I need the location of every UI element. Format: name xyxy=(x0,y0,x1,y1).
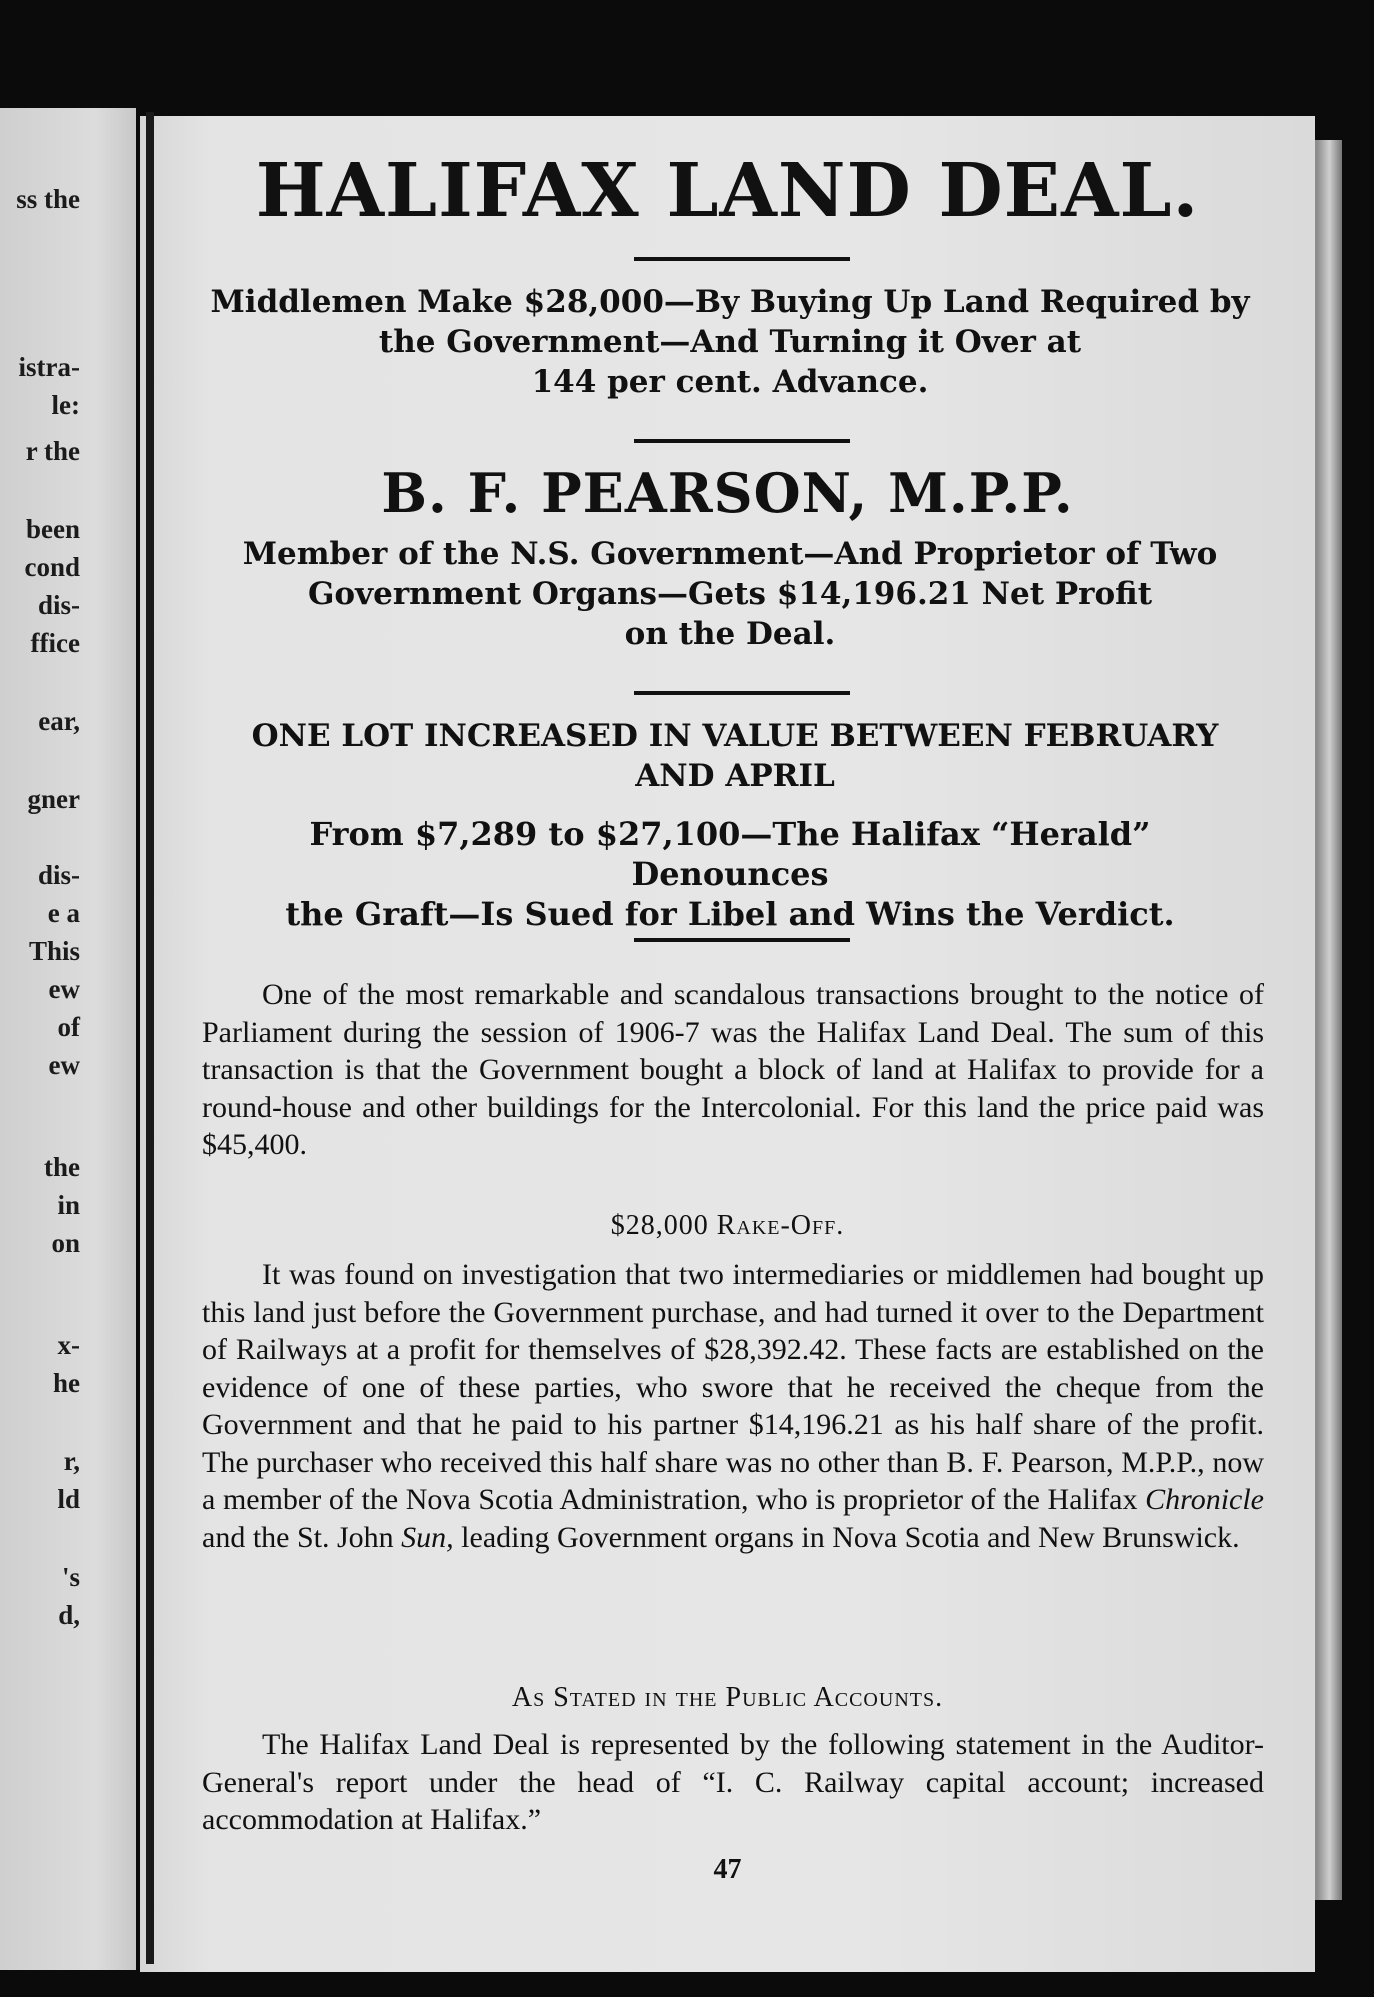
heading-line: ONE LOT INCREASED IN VALUE BETWEEN FEBRUARY xyxy=(251,718,1219,754)
left-fragment: on xyxy=(51,1228,80,1258)
left-fragment: le: xyxy=(51,390,80,420)
subheadline-line: Middlemen Make $28,000—By Buying Up Land Required by xyxy=(210,284,1250,320)
section-heading-rake-off: $28,000 Rake-Off. xyxy=(610,1210,845,1241)
divider-rule xyxy=(634,257,850,261)
left-fragment: e a xyxy=(47,898,80,928)
left-fragment: in xyxy=(57,1190,80,1220)
left-fragment: dis- xyxy=(37,860,80,890)
section-heading-public-accounts: As Stated in the Public Accounts. xyxy=(511,1682,944,1713)
herald-subheadline xyxy=(210,814,1250,934)
left-fragment: r the xyxy=(25,436,80,466)
left-fragment: been xyxy=(26,514,80,544)
left-fragment: d, xyxy=(58,1600,80,1630)
sun-title: Sun, xyxy=(401,1520,454,1554)
subheadline-line: From $7,289 to $27,100—The Halifax “Herald” Denounces xyxy=(309,815,1151,893)
subheadline-line: 144 per cent. Advance. xyxy=(531,364,929,400)
divider-rule xyxy=(634,691,850,695)
left-fragment: ear, xyxy=(38,706,80,736)
left-fragment: ew xyxy=(48,974,80,1004)
page-title: HALIFAX LAND DEAL. xyxy=(255,148,1200,234)
paragraph-text: and the St. John xyxy=(202,1520,402,1554)
left-fragment: This xyxy=(28,936,80,966)
paragraph-text: It was found on investigation that two intermediaries or middlemen had bought up this land just before the Government purchase, and had turned it over to the Department of Railways at a profit for themselves of $28,392.42. These facts are established on the evidence of one of these parties, who swore that he received the cheque from the Government and that he paid to his partner $14,196.21 as his half share of the profit. The purchaser who received this half share was no other than B. F. Pearson, M.P.P., now a member of the Nova Scotia Administration, who is proprietor of the Halifax xyxy=(202,1258,1264,1516)
left-fragment: ffice xyxy=(30,628,80,658)
page-number: 47 xyxy=(713,1854,742,1885)
left-fragment: of xyxy=(57,1012,80,1042)
subheadline-line: the Graft—Is Sued for Libel and Wins the Verdict. xyxy=(285,895,1175,933)
subheadline-line: Government Organs—Gets $14,196.21 Net Profit xyxy=(307,576,1153,612)
left-fragment: istra- xyxy=(18,352,80,382)
left-fragment: ss the xyxy=(16,184,80,214)
paragraph-text: leading Government organs in Nova Scotia and New Brunswick. xyxy=(453,1520,1240,1554)
left-fragment: ew xyxy=(48,1050,80,1080)
left-fragment: the xyxy=(44,1152,80,1182)
left-fragment: cond xyxy=(24,552,80,582)
left-fragment: dis- xyxy=(37,590,80,620)
subheadline-middlemen xyxy=(210,282,1250,402)
subheadline-line: on the Deal. xyxy=(624,616,836,652)
left-fragment: ld xyxy=(57,1484,80,1514)
chronicle-title: Chronicle xyxy=(1145,1483,1264,1516)
left-facing-page xyxy=(0,108,136,1970)
left-fragment: x- xyxy=(57,1330,80,1360)
paragraph-public-accounts: The Halifax Land Deal is represented by the following statement in the Auditor-General's report under the head of “I. C. Railway capital account; increased accommodation at Halifax.” xyxy=(202,1728,1264,1836)
page-gutter-line xyxy=(146,112,154,1964)
left-fragment: r, xyxy=(63,1446,80,1476)
lot-increased-heading xyxy=(200,716,1270,796)
left-fragment: gner xyxy=(27,784,80,814)
subheadline-line: the Government—And Turning it Over at xyxy=(378,324,1082,360)
subheadline-member xyxy=(210,534,1250,654)
divider-rule xyxy=(634,938,850,942)
divider-rule xyxy=(634,439,850,443)
document-page xyxy=(140,116,1315,1972)
paragraph-intro: One of the most remarkable and scandalous transactions brought to the notice of Parliament during the session of 1906-7 was the Halifax Land Deal. The sum of this transaction is that the Government bought a block of land at Halifax to provide for a round-house and other buildings for the Intercolonial. For this land the price paid was $45,400. xyxy=(202,978,1264,1161)
left-fragment: 's xyxy=(61,1562,80,1592)
subheadline-line: Member of the N.S. Government—And Proprietor of Two xyxy=(242,536,1218,572)
left-fragment: he xyxy=(53,1368,80,1398)
pearson-heading: B. F. PEARSON, M.P.P. xyxy=(381,461,1074,525)
paragraph-investigation xyxy=(202,1256,1264,1556)
heading-line: AND APRIL xyxy=(635,758,835,794)
